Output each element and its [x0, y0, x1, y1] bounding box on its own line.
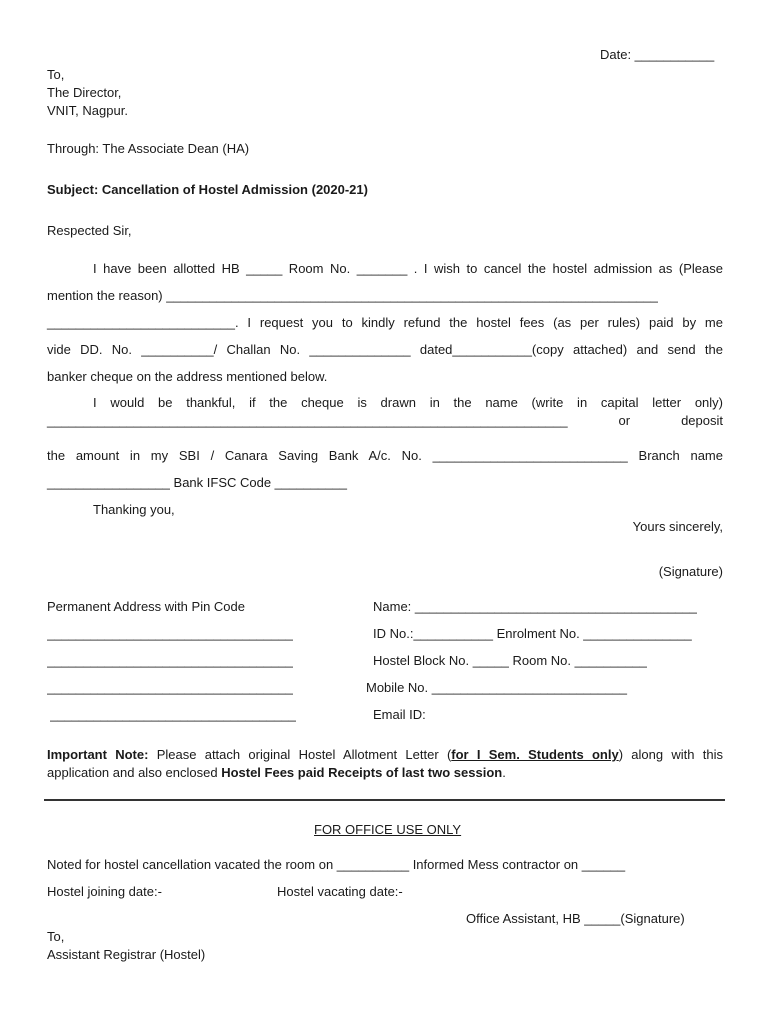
body-line-3: __________________________. I request you to kindly refund the hostel fees (as per rules) paid by me — [47, 315, 723, 330]
note-emphasis: for I Sem. Students only — [451, 747, 619, 762]
body-line-6: I would be thankful, if the cheque is drawn in the name (write in capital letter only) — [93, 395, 723, 410]
permanent-address-label: Permanent Address with Pin Code — [47, 599, 245, 614]
body-line-9: _________________ Bank IFSC Code __________ — [47, 475, 347, 490]
to-line: To, — [47, 67, 65, 82]
note-text-2: ) along with this — [618, 747, 723, 762]
body-line-8: the amount in my SBI / Canara Saving Bank A/c. No. ___________________________ Branch name — [47, 448, 723, 463]
note-text-1: Please attach original Hostel Allotment Letter ( — [148, 747, 452, 762]
body-line-1: I have been allotted HB _____ Room No. _______ . I wish to cancel the hostel admission as (Please — [93, 261, 723, 276]
body-line-4: vide DD. No. __________/ Challan No. ______________ dated___________(copy attached) and send the — [47, 342, 723, 357]
address-blank-3: __________________________________ — [47, 680, 293, 695]
section-divider — [44, 799, 725, 801]
vacating-date-label: Hostel vacating date:- — [277, 884, 403, 899]
body-line-7: ________________________________________________________________________ or deposit — [47, 413, 723, 428]
note-label: Important Note: — [47, 747, 149, 762]
joining-date-label: Hostel joining date:- — [47, 884, 162, 899]
office-noted-line: Noted for hostel cancellation vacated the room on __________ Informed Mess contractor on ______ — [47, 857, 626, 872]
institute-line: VNIT, Nagpur. — [47, 103, 128, 118]
registrar-line: Assistant Registrar (Hostel) — [47, 947, 206, 962]
date-field: Date: ___________ — [600, 47, 715, 62]
important-note — [47, 746, 723, 782]
note-text-4: . — [502, 765, 506, 780]
note-text-3: application and also enclosed — [47, 765, 222, 780]
office-to-line: To, — [47, 929, 65, 944]
email-field: Email ID: — [373, 707, 426, 722]
office-assistant-signature: Office Assistant, HB _____(Signature) — [466, 911, 685, 926]
name-field: Name: _______________________________________ — [373, 599, 697, 614]
hostel-room-field: Hostel Block No. _____ Room No. __________ — [373, 653, 647, 668]
thanking-line: Thanking you, — [93, 502, 175, 517]
yours-sincerely: Yours sincerely, — [632, 519, 723, 534]
body-line-2: mention the reason) ____________________________________________________________________ — [47, 288, 658, 303]
office-use-heading: FOR OFFICE USE ONLY — [314, 822, 462, 837]
mobile-field: Mobile No. ___________________________ — [366, 680, 627, 695]
salutation: Respected Sir, — [47, 223, 132, 238]
note-receipts: Hostel Fees paid Receipts of last two session — [221, 765, 503, 780]
through-line: Through: The Associate Dean (HA) — [47, 141, 250, 156]
id-enrolment-field: ID No.:___________ Enrolment No. _______________ — [373, 626, 692, 641]
address-blank-2: __________________________________ — [47, 653, 293, 668]
body-line-5: banker cheque on the address mentioned below. — [47, 369, 328, 384]
subject-line: Subject: Cancellation of Hostel Admission (2020-21) — [47, 182, 368, 197]
addressee-line: The Director, — [47, 85, 122, 100]
address-blank-1: __________________________________ — [47, 626, 293, 641]
address-blank-4: __________________________________ — [50, 707, 296, 722]
signature-label: (Signature) — [658, 564, 723, 579]
